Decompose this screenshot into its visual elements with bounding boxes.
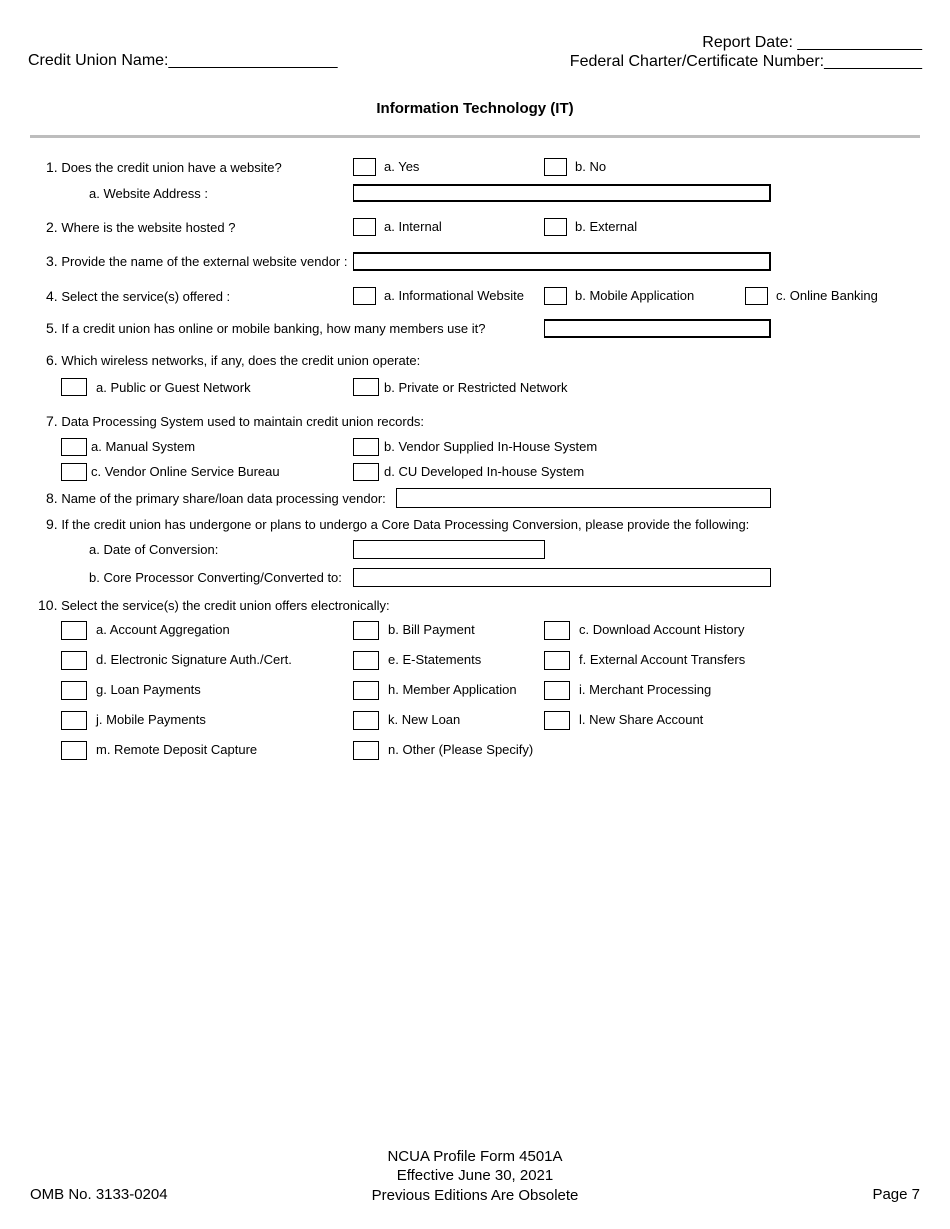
page-title: Information Technology (IT): [376, 100, 574, 117]
q1-no-label: b. No: [575, 159, 607, 174]
q7-cu-developed-checkbox[interactable]: [353, 463, 379, 481]
question-text: Does the credit union have a website?: [61, 160, 282, 175]
question-number: 10.: [38, 597, 58, 613]
q7-manual-label: a. Manual System: [91, 439, 196, 454]
q10-loan-payments-label: g. Loan Payments: [96, 682, 201, 697]
omb-number: OMB No. 3133-0204: [30, 1186, 168, 1203]
form-obsolete-note: Previous Editions Are Obsolete: [371, 1187, 579, 1204]
q2-external-label: b. External: [575, 219, 638, 234]
q4-mobile-label: b. Mobile Application: [575, 288, 695, 303]
q10-remote-deposit-label: m. Remote Deposit Capture: [96, 742, 258, 757]
q10-external-transfers-checkbox[interactable]: [544, 651, 570, 670]
q2-internal-checkbox[interactable]: [353, 218, 376, 236]
core-processor-label: b. Core Processor Converting/Converted to:: [89, 570, 342, 585]
question-number: 4.: [46, 288, 58, 304]
q10-other-checkbox[interactable]: [353, 741, 379, 760]
q10-account-aggregation-label: a. Account Aggregation: [96, 622, 230, 637]
question-number: 7.: [46, 413, 58, 429]
website-address-label: a. Website Address :: [89, 186, 208, 201]
q10-download-history-label: c. Download Account History: [579, 622, 745, 637]
external-vendor-field[interactable]: [353, 252, 771, 271]
question-1: [46, 159, 282, 176]
q4-online-banking-label: c. Online Banking: [776, 288, 878, 303]
q6-public-label: a. Public or Guest Network: [96, 380, 251, 395]
q7-cu-developed-label: d. CU Developed In-house System: [384, 464, 585, 479]
q10-new-share-account-label: l. New Share Account: [579, 712, 704, 727]
q10-external-transfers-label: f. External Account Transfers: [579, 652, 746, 667]
question-text: Name of the primary share/loan data processing vendor:: [61, 491, 386, 506]
question-text: Data Processing System used to maintain credit union records:: [61, 414, 425, 429]
q10-new-loan-checkbox[interactable]: [353, 711, 379, 730]
question-text: If the credit union has undergone or plans to undergo a Core Data Processing Conversion, please provide the following:: [61, 517, 750, 532]
q4-mobile-checkbox[interactable]: [544, 287, 567, 305]
question-9: [46, 516, 749, 533]
q4-online-banking-checkbox[interactable]: [745, 287, 768, 305]
question-number: 1.: [46, 159, 58, 175]
q7-vendor-inhouse-label: b. Vendor Supplied In-House System: [384, 439, 598, 454]
q7-service-bureau-checkbox[interactable]: [61, 463, 87, 481]
q10-account-aggregation-checkbox[interactable]: [61, 621, 87, 640]
question-number: 6.: [46, 352, 58, 368]
q10-estatements-checkbox[interactable]: [353, 651, 379, 670]
q10-esignature-checkbox[interactable]: [61, 651, 87, 670]
credit-union-name-label: Credit Union Name:___________________: [28, 52, 338, 69]
question-text: If a credit union has online or mobile banking, how many members use it?: [61, 321, 486, 336]
q10-remote-deposit-checkbox[interactable]: [61, 741, 87, 760]
form-effective-date: Effective June 30, 2021: [396, 1167, 554, 1184]
q7-service-bureau-label: c. Vendor Online Service Bureau: [91, 464, 280, 479]
q6-public-checkbox[interactable]: [61, 378, 87, 396]
q10-merchant-processing-checkbox[interactable]: [544, 681, 570, 700]
q10-bill-payment-checkbox[interactable]: [353, 621, 379, 640]
conversion-date-label: a. Date of Conversion:: [89, 542, 219, 557]
conversion-date-field[interactable]: [353, 540, 545, 559]
q1-no-checkbox[interactable]: [544, 158, 567, 176]
q6-private-label: b. Private or Restricted Network: [384, 380, 568, 395]
q10-new-share-account-checkbox[interactable]: [544, 711, 570, 730]
question-number: 9.: [46, 516, 58, 532]
question-number: 2.: [46, 219, 58, 235]
report-date-label: Report Date: ______________: [702, 34, 922, 51]
question-3: [46, 253, 347, 270]
question-7: [46, 413, 424, 430]
question-number: 5.: [46, 320, 58, 336]
question-number: 8.: [46, 490, 58, 506]
core-processor-field[interactable]: [353, 568, 771, 587]
q6-private-checkbox[interactable]: [353, 378, 379, 396]
q10-bill-payment-label: b. Bill Payment: [388, 622, 475, 637]
q10-member-application-checkbox[interactable]: [353, 681, 379, 700]
primary-vendor-field[interactable]: [396, 488, 771, 508]
q4-informational-checkbox[interactable]: [353, 287, 376, 305]
q10-loan-payments-checkbox[interactable]: [61, 681, 87, 700]
q10-esignature-label: d. Electronic Signature Auth./Cert.: [96, 652, 292, 667]
question-text: Select the service(s) the credit union offers electronically:: [61, 598, 390, 613]
question-6: [46, 352, 420, 369]
q10-merchant-processing-label: i. Merchant Processing: [579, 682, 712, 697]
question-text: Select the service(s) offered :: [61, 289, 231, 304]
q7-manual-checkbox[interactable]: [61, 438, 87, 456]
question-text: Where is the website hosted ?: [61, 220, 236, 235]
q10-mobile-payments-label: j. Mobile Payments: [96, 712, 206, 727]
q10-mobile-payments-checkbox[interactable]: [61, 711, 87, 730]
question-4: [46, 288, 230, 305]
header-divider: [30, 135, 920, 138]
question-text: Provide the name of the external website vendor :: [61, 254, 348, 269]
question-number: 3.: [46, 253, 58, 269]
form-name: NCUA Profile Form 4501A: [387, 1148, 563, 1165]
q10-new-loan-label: k. New Loan: [388, 712, 461, 727]
q10-member-application-label: h. Member Application: [388, 682, 517, 697]
q2-external-checkbox[interactable]: [544, 218, 567, 236]
question-text: Which wireless networks, if any, does the credit union operate:: [61, 353, 421, 368]
q2-internal-label: a. Internal: [384, 219, 442, 234]
charter-number-label: Federal Charter/Certificate Number:___________: [569, 53, 922, 70]
website-address-field[interactable]: [353, 184, 771, 202]
page-number: Page 7: [872, 1186, 920, 1203]
q10-estatements-label: e. E-Statements: [388, 652, 482, 667]
q10-other-label: n. Other (Please Specify): [388, 742, 534, 757]
q1-yes-label: a. Yes: [384, 159, 420, 174]
q4-informational-label: a. Informational Website: [384, 288, 524, 303]
q10-download-history-checkbox[interactable]: [544, 621, 570, 640]
question-8: [46, 490, 386, 507]
question-2: [46, 219, 235, 236]
question-10: [38, 597, 390, 614]
members-count-field[interactable]: [544, 319, 771, 338]
q1-yes-checkbox[interactable]: [353, 158, 376, 176]
question-5: [46, 320, 485, 337]
q7-vendor-inhouse-checkbox[interactable]: [353, 438, 379, 456]
